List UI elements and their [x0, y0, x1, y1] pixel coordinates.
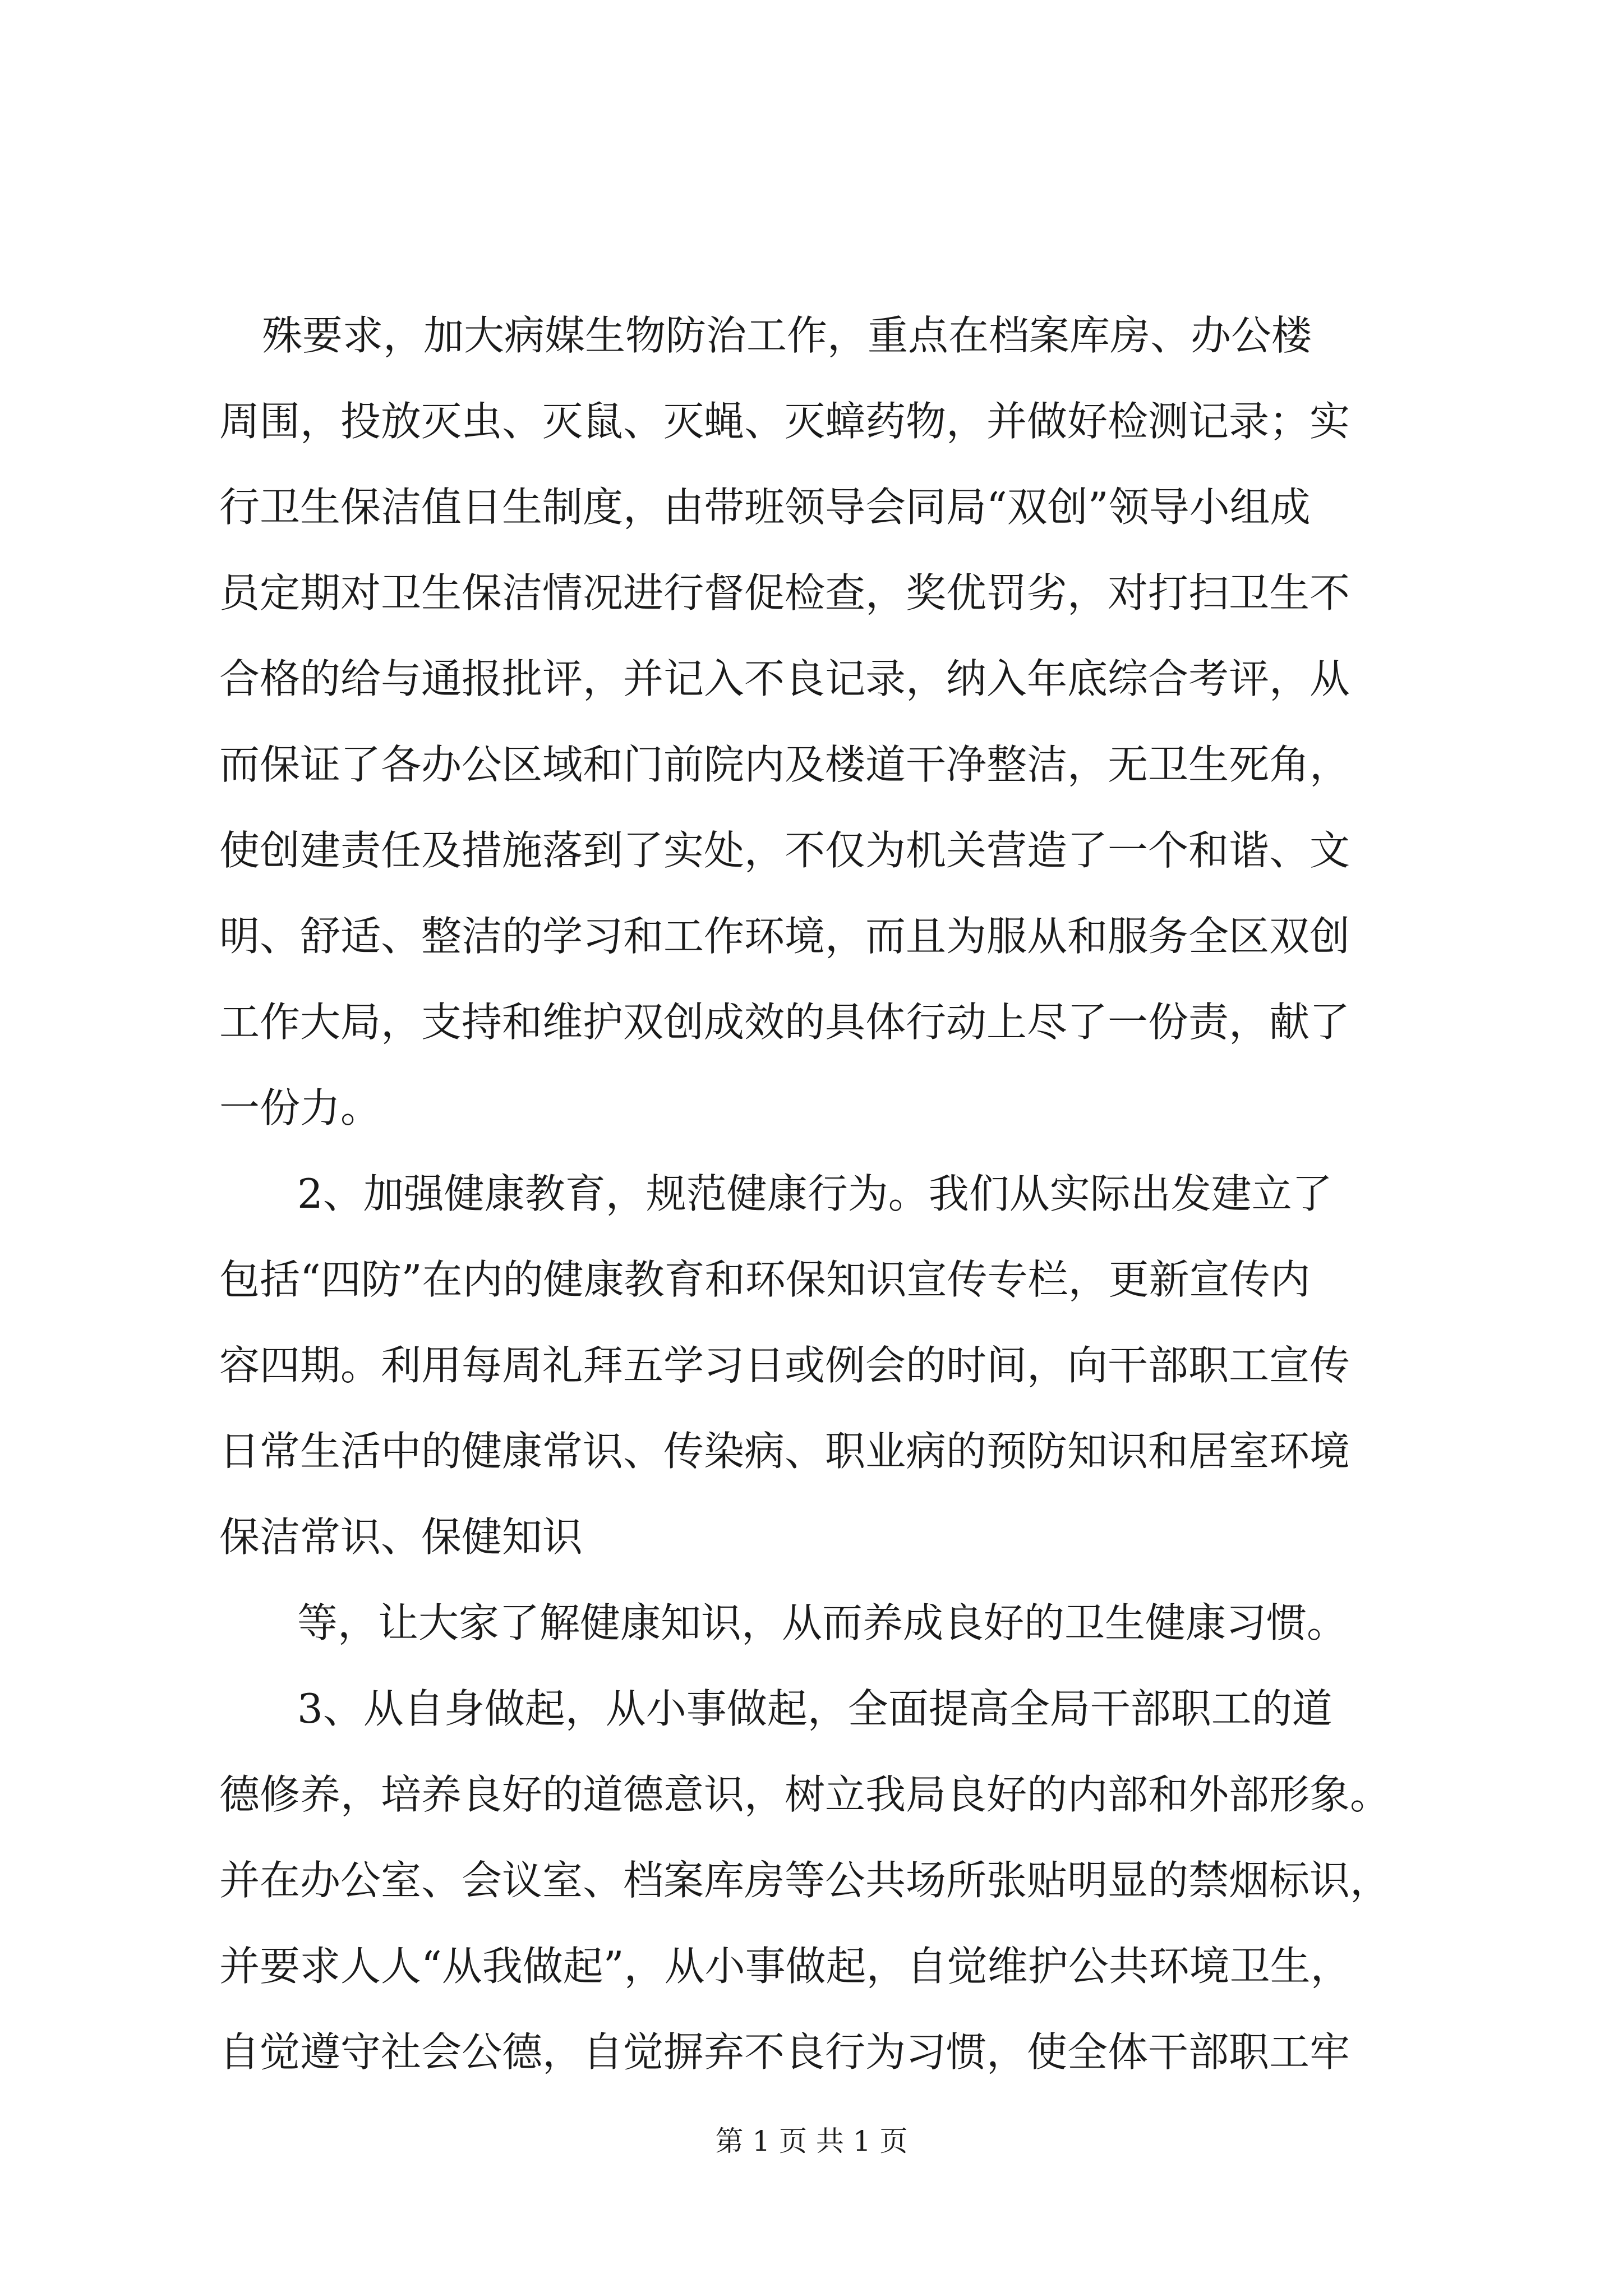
body-text-line: 殊要求，加大病媒生物防治工作，重点在档案库房、办公楼	[262, 312, 1312, 359]
body-text-line: 行卫生保洁值日生制度，由带班领导会同局“双创”领导小组成	[219, 484, 1311, 531]
body-text-line: 而保证了各办公区域和门前院内及楼道干净整洁，无卫生死角，	[219, 741, 1350, 788]
page-footer: 第 1 页 共 1 页	[715, 2125, 908, 2157]
body-text-line: 2、加强健康教育，规范健康行为。我们从实际出发建立了	[297, 1170, 1332, 1217]
body-text-line: 保洁常识、保健知识	[219, 1513, 583, 1561]
body-text-line: 自觉遵守社会公德，自觉摒弃不良行为习惯，使全体干部职工牢	[219, 2028, 1350, 2076]
body-text-line: 并在办公室、会议室、档案库房等公共场所张贴明显的禁烟标识，	[219, 1857, 1391, 1904]
body-text-line: 员定期对卫生保洁情况进行督促检查，奖优罚劣，对打扫卫生不	[219, 569, 1350, 616]
body-text-line: 一份力。	[219, 1084, 381, 1131]
body-text-line: 容四期。利用每周礼拜五学习日或例会的时间，向干部职工宣传	[219, 1342, 1350, 1389]
body-text-line: 工作大局，支持和维护双创成效的具体行动上尽了一份责，献了	[219, 999, 1350, 1046]
body-text-line: 周围，投放灭虫、灭鼠、灭蝇、灭蟑药物，并做好检测记录；实	[219, 398, 1350, 445]
body-text-line: 并要求人人“从我做起”，从小事做起，自觉维护公共环境卫生，	[219, 1943, 1351, 1990]
body-text-line: 德修养，培养良好的道德意识，树立我局良好的内部和外部形象。	[219, 1771, 1391, 1818]
body-text-line: 合格的给与通报批评，并记入不良记录，纳入年底综合考评，从	[219, 655, 1350, 702]
body-text-line: 明、舒适、整洁的学习和工作环境，而且为服从和服务全区双创	[219, 913, 1350, 960]
body-text-line: 使创建责任及措施落到了实处，不仅为机关营造了一个和谐、文	[219, 827, 1350, 874]
body-text-line: 3、从自身做起，从小事做起，全面提高全局干部职工的道	[297, 1685, 1332, 1732]
body-text-line: 等，让大家了解健康知识，从而养成良好的卫生健康习惯。	[297, 1599, 1348, 1646]
body-text-line: 包括“四防”在内的健康教育和环保知识宣传专栏，更新宣传内	[219, 1256, 1311, 1303]
body-text-line: 日常生活中的健康常识、传染病、职业病的预防知识和居室环境	[219, 1428, 1350, 1475]
